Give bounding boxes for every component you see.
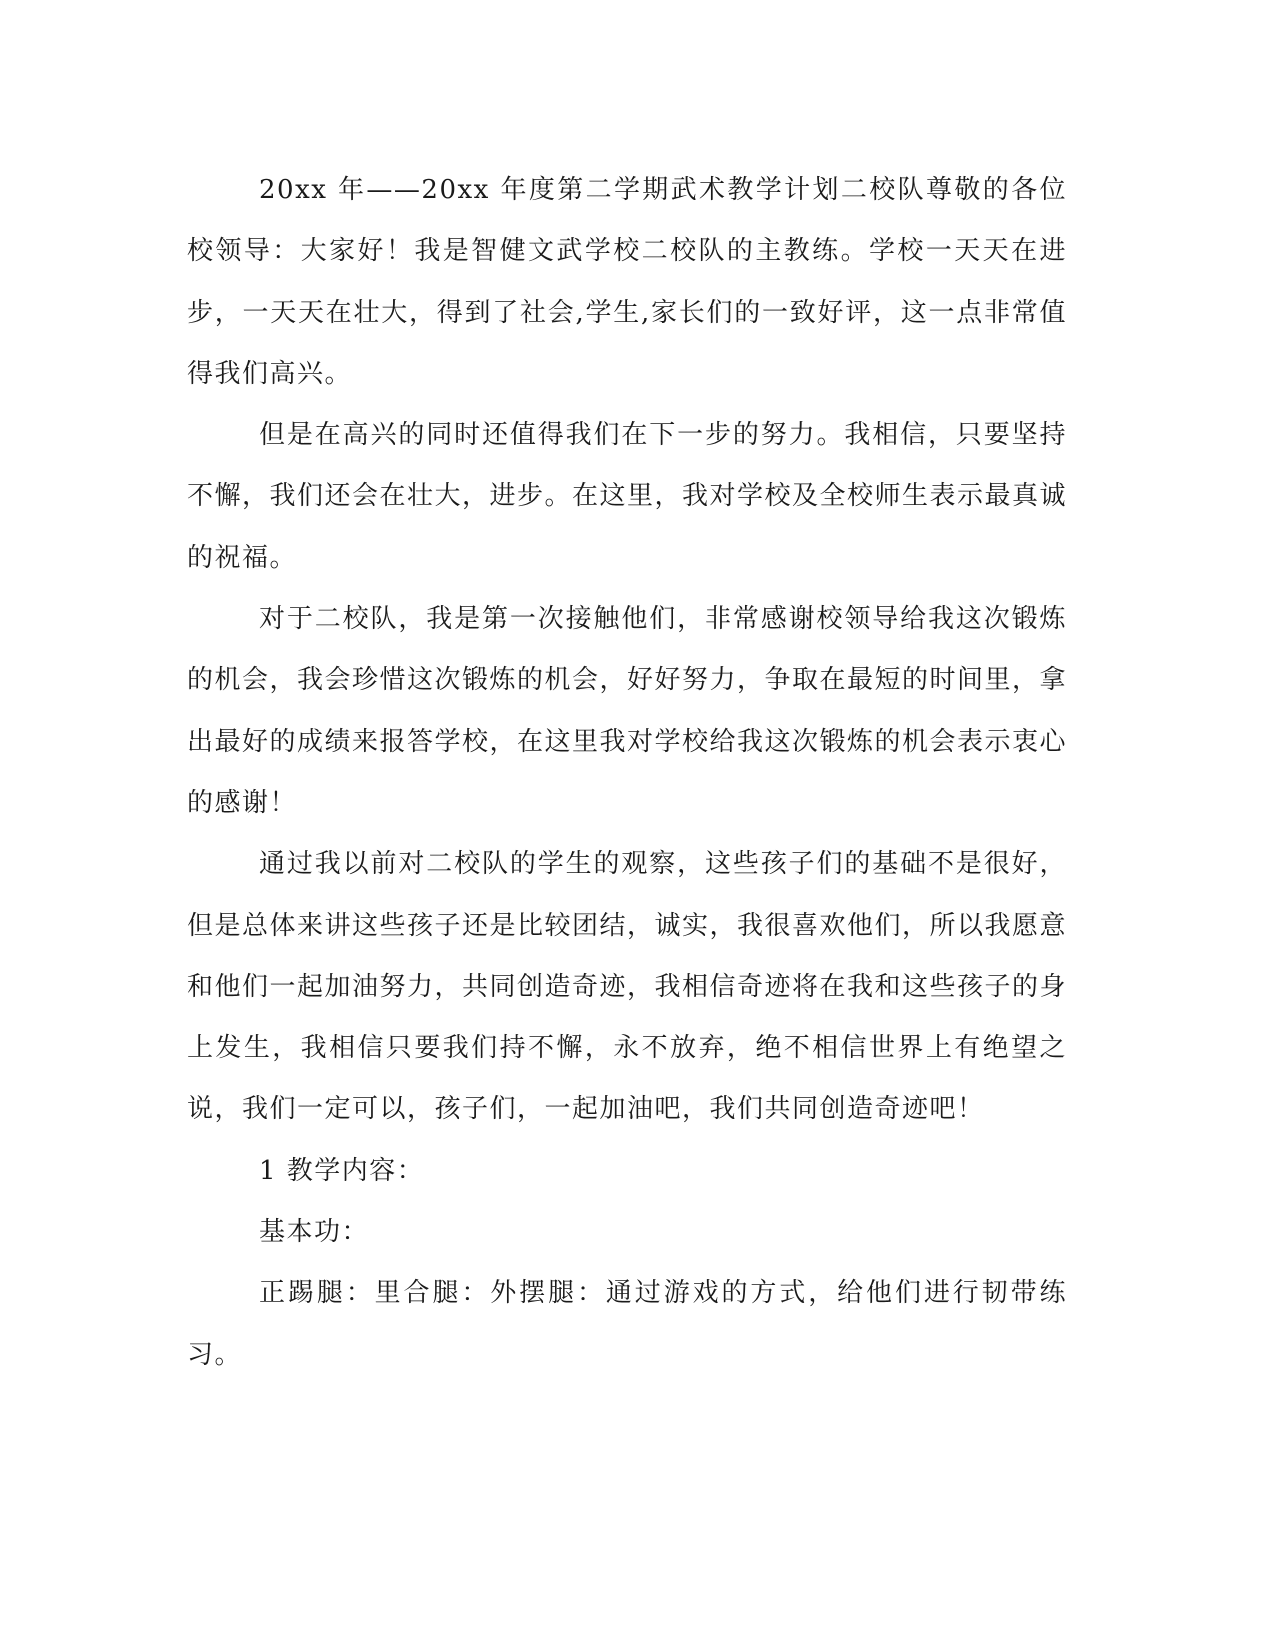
paragraph-kicks: 正踢腿：里合腿：外摆腿：通过游戏的方式，给他们进行韧带练习。 bbox=[187, 1278, 1067, 1370]
paragraph-observation: 通过我以前对二校队的学生的观察，这些孩子们的基础不是很好，但是总体来讲这些孩子还是比较团结，诚实，我很喜欢他们，所以我愿意和他们一起加油努力，共同创造奇迹，我相信奇迹将在我和这些孩子的身上发生，我相信只要我们持不懈，永不放弃，绝不相信世界上有绝望之说，我们一定可以，孩子们，一起加油吧，我们共同创造奇迹吧！ bbox=[187, 849, 1068, 1125]
paragraph-thanks: 对于二校队，我是第一次接触他们，非常感谢校领导给我这次锻炼的机会，我会珍惜这次锻炼的机会，好好努力，争取在最短的时间里，拿出最好的成绩来报答学校，在这里我对学校给我这次锻炼的机会表示衷心的感谢！ bbox=[187, 604, 1068, 818]
paragraph-intro: 20xx 年——20xx 年度第二学期武术教学计划二校队尊敬的各位校领导：大家好！我是智健文武学校二校队的主教练。学校一天天在进步，一天天在壮大，得到了社会,学生,家长们的一致好评，这一点非常值得我们高兴。 bbox=[187, 175, 1067, 389]
paragraph-wishes: 但是在高兴的同时还值得我们在下一步的努力。我相信，只要坚持不懈，我们还会在壮大，进步。在这里，我对学校及全校师生表示最真诚的祝福。 bbox=[187, 420, 1068, 573]
document-body bbox=[187, 160, 1067, 1386]
heading-basic-skills: 基本功： bbox=[259, 1217, 370, 1248]
heading-teaching-content: 1 教学内容： bbox=[259, 1155, 425, 1186]
